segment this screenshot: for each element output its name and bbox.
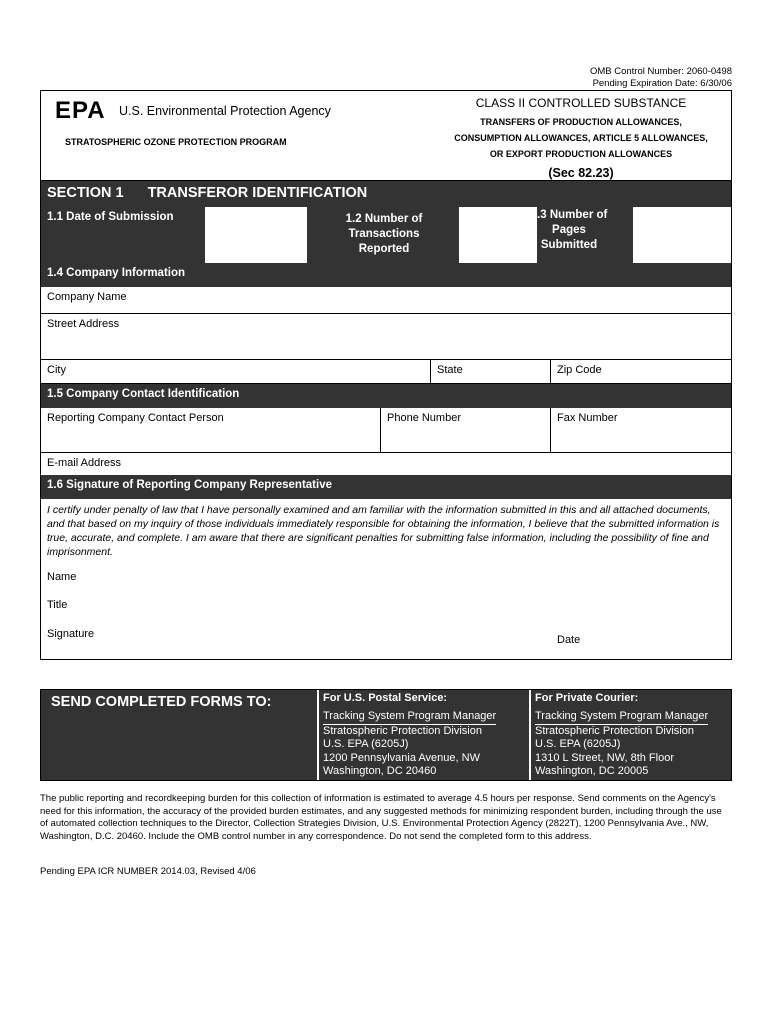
date-of-submission-field[interactable] — [205, 207, 307, 263]
company-name-field[interactable] — [41, 287, 731, 314]
label-line: Pages — [552, 224, 586, 236]
address-line: Stratospheric Protection Division — [535, 724, 694, 737]
zip-field[interactable] — [551, 360, 731, 383]
certification-text: I certify under penalty of law that I have personally examined and am familiar with the information submitted in this and all attached documents, and that based on my inquiry of those individuals immediately responsible for obtaining the information, I believe that the submitted information is true, accurate, and complete. I am aware that there are significant penalties for submitting false information, including the possibility of fine and imprisonment. — [47, 504, 720, 558]
label-line: 1.3 Number of — [530, 209, 608, 221]
signature-field[interactable] — [41, 623, 731, 659]
date-of-submission-label: 1.1 Date of Submission — [47, 211, 174, 223]
label-line: 1.2 Number of — [345, 213, 423, 225]
transfers-line: OR EXPORT PRODUCTION ALLOWANCES — [489, 149, 673, 159]
signature-header: 1.6 Signature of Reporting Company Representative — [41, 475, 731, 499]
section-title: TRANSFEROR IDENTIFICATION — [147, 185, 368, 201]
address-line: Washington, DC 20460 — [323, 765, 437, 777]
form — [40, 90, 732, 660]
omb-info — [560, 66, 732, 90]
fax-label: Fax Number — [557, 412, 618, 424]
city-label: City — [47, 364, 66, 376]
submission-row — [41, 207, 731, 263]
signature-label: Signature — [47, 628, 95, 640]
label-line: Reported — [358, 243, 410, 255]
section-number: SECTION 1 — [47, 185, 124, 201]
address-line: Washington, DC 20005 — [535, 765, 649, 777]
postal-address — [319, 690, 529, 780]
contact-header: 1.5 Company Contact Identification — [41, 384, 731, 408]
label-line: Submitted — [540, 239, 598, 251]
title-field[interactable] — [41, 594, 731, 623]
burden-statement: The public reporting and recordkeeping burden for this collection of information is estimated to average 4.5 hours per response. Send comments on the Agency's need for this information, the accuracy of the provided burden estimates, and any suggested methods for minimizing respondent burden, including through the use of automated collection techniques to the Director, Collection Strategies Division, U.S. Environmental Protection Agency (2822T), 1200 Pennsylvania Ave., NW, Washington, D.C. 20460. Include the OMB control number in any correspondence. Do not send the completed form to this address. — [40, 793, 722, 842]
program-name: STRATOSPHERIC OZONE PROTECTION PROGRAM — [65, 137, 287, 147]
omb-expiration: Pending Expiration Date: 6/30/06 — [592, 78, 732, 89]
city-state-zip-row — [41, 360, 731, 384]
address-line: 1310 L Street, NW, 8th Floor — [535, 751, 674, 764]
courier-heading: For Private Courier: — [535, 692, 639, 704]
postal-heading: For U.S. Postal Service: — [323, 692, 448, 704]
street-address-field[interactable] — [41, 314, 731, 360]
address-line: 1200 Pennsylvania Avenue, NW — [323, 751, 480, 764]
section1-header — [41, 181, 731, 207]
state-field[interactable] — [431, 360, 551, 383]
city-field[interactable] — [41, 360, 431, 383]
class-title: CLASS II CONTROLLED SUBSTANCE — [475, 96, 687, 110]
state-label: State — [437, 364, 463, 376]
name-label: Name — [47, 571, 77, 583]
address-line: U.S. EPA (6205J) — [323, 738, 409, 750]
form-header — [41, 91, 731, 181]
form-title-block — [433, 95, 729, 180]
section-reference: (Sec 82.23) — [548, 166, 614, 180]
email-label: E-mail Address — [47, 457, 121, 469]
contact-person-field[interactable] — [41, 408, 381, 452]
address-line: Tracking System Program Manager — [535, 710, 708, 725]
zip-label: Zip Code — [557, 364, 602, 376]
phone-label: Phone Number — [387, 412, 461, 424]
courier-address-lines — [531, 710, 731, 779]
street-address-label: Street Address — [47, 318, 120, 330]
contact-row — [41, 408, 731, 453]
send-forms-box — [40, 689, 732, 781]
company-info-header: 1.4 Company Information — [41, 263, 731, 287]
fax-field[interactable] — [551, 408, 731, 452]
email-field[interactable] — [41, 453, 731, 475]
label-line: Transactions — [348, 228, 420, 240]
postal-address-lines — [319, 710, 529, 779]
transfers-line: CONSUMPTION ALLOWANCES, ARTICLE 5 ALLOWANCES, — [454, 133, 708, 143]
pages-field[interactable] — [633, 207, 731, 263]
agency-name: U.S. Environmental Protection Agency — [119, 104, 331, 118]
date-label: Date — [557, 634, 581, 646]
title-label: Title — [47, 599, 68, 611]
name-field[interactable] — [41, 565, 731, 594]
omb-control-number: OMB Control Number: 2060-0498 — [589, 66, 732, 77]
icr-number: Pending EPA ICR NUMBER 2014.03, Revised 4/06 — [40, 866, 256, 877]
transfers-title — [433, 114, 729, 162]
contact-person-label: Reporting Company Contact Person — [47, 412, 224, 424]
epa-logo: EPA — [55, 97, 106, 124]
address-line: Stratospheric Protection Division — [323, 724, 482, 737]
transactions-label — [309, 212, 459, 257]
send-forms-title: SEND COMPLETED FORMS TO: — [41, 690, 317, 780]
company-name-label: Company Name — [47, 291, 127, 303]
address-line: Tracking System Program Manager — [323, 710, 496, 725]
phone-field[interactable] — [381, 408, 551, 452]
pages-label — [507, 208, 631, 253]
address-line: U.S. EPA (6205J) — [535, 738, 621, 750]
transfers-line: TRANSFERS OF PRODUCTION ALLOWANCES, — [480, 117, 682, 127]
courier-address — [531, 690, 731, 780]
